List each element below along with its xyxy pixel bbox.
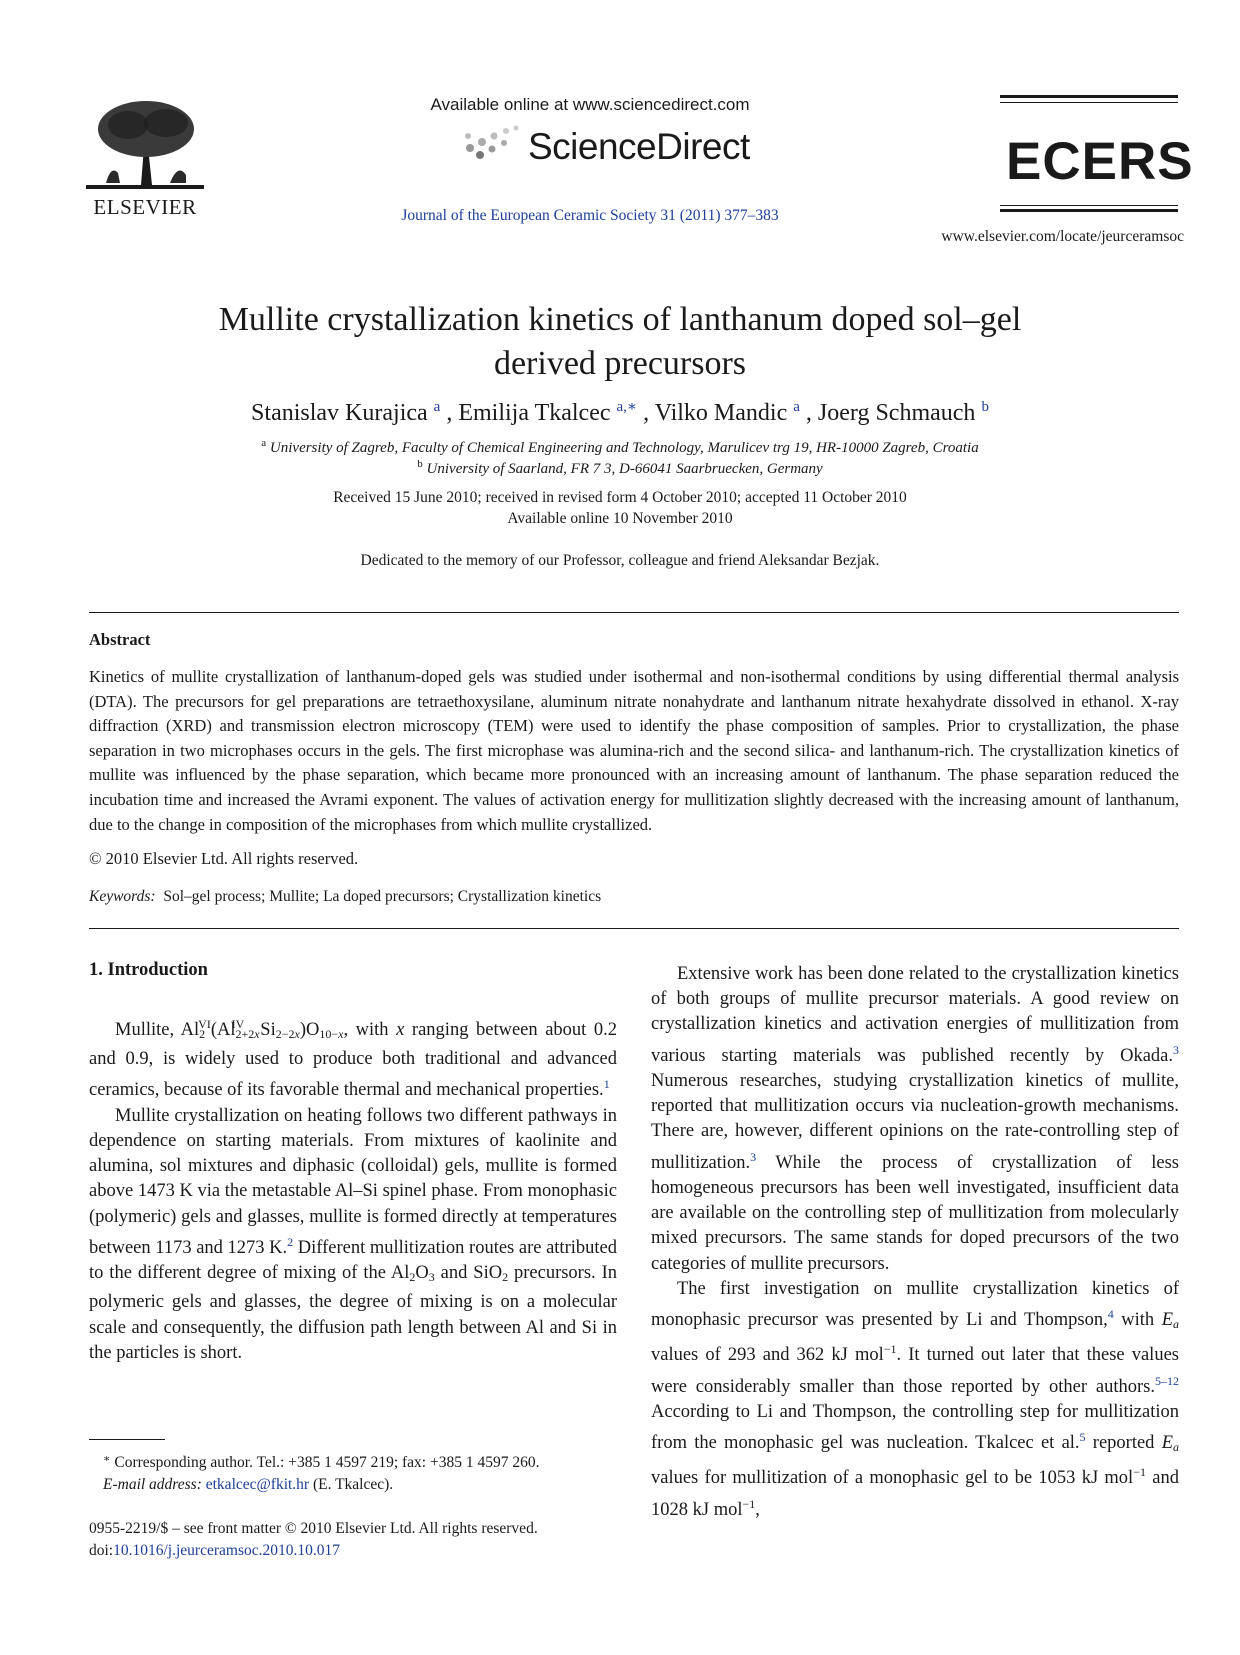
email-link[interactable]: etkalcec@fkit.hr [205,1476,310,1493]
body-column-right [651,962,1179,1523]
keywords-label: Keywords: [89,888,156,905]
abstract-heading: Abstract [89,630,151,649]
citation-link[interactable]: 3 [1173,1042,1179,1057]
title-line-1: Mullite crystallization kinetics of lanthanum doped sol–gel [218,301,1022,338]
elsevier-tree-icon [86,95,204,193]
available-online: Available online at www.sciencedirect.com [430,95,750,114]
section-heading: 1. Introduction [89,960,208,980]
dedication: Dedicated to the memory of our Professor, colleague and friend Aleksandar Bezjak. [360,552,880,569]
divider [89,612,1179,613]
paragraph: The first investigation on mullite crystallization kinetics of monophasic precursor was presented by Li and Thompson,$^4$ with $E_a$ values of 293 and 362 kJ mol$^{-1}$. It turned out later that these values were considerably smaller than those reported by other authors.$^{5-12}$ According to Li and Thompson, the controlling step for mullitization from the monophasic gel was nucleation. Tkalcec et al.$^5$ reported $E_a$ values for mullitization of a monophasic gel to be 1053 kJ mol$^{-1}$ and 1028 kJ mol$^{-1}$, [651,1278,1180,1520]
affiliation-b [110,458,1130,478]
author-affil-link[interactable]: b [981,399,989,415]
keywords-list: Sol–gel process; Mullite; La doped precursors; Crystallization kinetics [163,888,602,905]
keywords [89,888,601,906]
footnote-rule [89,1439,165,1440]
author-separator: , [643,400,655,426]
paragraph: Mullite, $Al_2^{VI}(Al_{2+2x}^{IV}$ $Si_{2-2x})O_{10-x}$, with x ranging between about 0.2 and 0.9, is widely used to produce both traditional and advanced ceramics, because of its favorable thermal and mechanical properties.$^1$ [89,1017,618,1101]
affiliation-text: University of Saarland, FR 7 3, D-66041 Saarbruecken, Germany [426,461,823,477]
affiliation-mark: a [261,437,267,449]
divider [89,928,1179,929]
citation-link[interactable]: 2 [287,1234,294,1249]
title-line-2: derived precursors [493,345,747,382]
paragraph: Extensive work has been done related to the crystallization kinetics of both groups of mullite precursor materials. A good review on crystallization kinetics and activation energies of mullitization from various starting materials was published recently by Okada.$^3$ Numerous researches, studying crystallization kinetics of mullite, reported that mullitization occurs via nucleation-growth mechanisms. There are, however, different opinions on the rate-controlling step of mullitization.$^3$ While the process of crystallization of less homogeneous precursors has been well investigated, insufficient data are available on the controlling step of mullitization from molecularly mixed precursors. The same stands for doped precursors of the two categories of mullite precursors. [651,964,1179,1274]
author-separator: , [805,400,818,426]
author-name: Emilija Tkalcec [458,400,611,426]
author-separator: , [446,400,459,426]
affiliation-text: University of Zagreb, Faculty of Chemical Engineering and Technology, Marulicev trg 19, HR-10000 Zagreb, Croatia [269,440,979,456]
author-affil-link[interactable]: a [793,399,800,415]
ecers-logo [1000,95,1194,220]
publisher-name: ELSEVIER [93,195,197,219]
issn-line: 0955-2219/$ – see front matter © 2010 Elsevier Ltd. All rights reserved. [89,1520,538,1537]
paragraph: Mullite crystallization on heating follows two different pathways in dependence on starting materials. From mixtures of kaolinite and alumina, sol mixtures and diphasic (colloidal) gels, mullite is formed above 1473 K via the metastable Al–Si spinel phase. From monophasic (polymeric) gels and glasses, mullite is formed directly at temperatures between 1173 and 1273 K.$^2$ Different mullitization routes are attributed to the different degree of mixing of the $Al_2O_3$ and SiO$_2$ precursors. In polymeric gels and glasses, the degree of mixing is on a molecular scale and consequently, the diffusion path length between Al and Si in the particles is short. [89,1105,617,1363]
abstract-copyright: © 2010 Elsevier Ltd. All rights reserved. [89,849,359,868]
abstract-text: Kinetics of mullite crystallization of lanthanum-doped gels was studied under isothermal and non-isothermal conditions by using differential thermal analysis (DTA). The precursors for gel preparations are tetraethoxysilane, aluminum nitrate nonahydrate and lanthanum nitrate hexahydrate dissolved in ethanol. X-ray diffraction (XRD) and transmission electron microscopy (TEM) were used to identify the phase composition of samples. Prior to crystallization, the phase separation in two microphases occurs in the gels. The first microphase was alumina-rich and the second silica- and lanthanum-rich. The crystallization kinetics of mullite was influenced by the phase separation, which became more pronounced with an increasing amount of lanthanum. The phase separation reduced the incubation time and increased the Avrami exponent. The values of activation energy for mullitization slightly decreased with the increasing amount of lanthanum, due to the change in composition of the microphases from which mullite crystallized. [89,667,1179,834]
author-list [110,397,1130,427]
corresponding-footnote [89,1448,643,1496]
received-dates: Received 15 June 2010; received in revised form 4 October 2010; accepted 11 October 2010 [333,489,907,506]
citation-link[interactable]: 5 [1079,1430,1086,1445]
journal-reference-link[interactable]: Journal of the European Ceramic Society 31 (2011) 377–383 [401,207,779,224]
author-name: Vilko Mandic [654,400,788,426]
doi-label: doi: [89,1542,114,1559]
citation-link[interactable]: 3 [750,1149,757,1164]
sciencedirect-dots-icon [460,122,524,170]
author-name: Stanislav Kurajica [251,400,428,426]
available-date: Available online 10 November 2010 [507,510,733,527]
citation-link[interactable]: 4 [1107,1306,1114,1321]
elsevier-logo [86,95,204,220]
affiliation-a [110,437,1130,457]
email-label: E-mail address: [103,1476,202,1493]
author-name: Joerg Schmauch [817,400,976,426]
sciencedirect-logo[interactable] [460,122,760,172]
citation-link[interactable]: 1 [603,1077,610,1092]
sciencedirect-wordmark: ScienceDirect [528,126,750,167]
citation-link[interactable]: 5–12 [1155,1373,1179,1388]
doi-link[interactable]: 10.1016/j.jeurceramsoc.2010.10.017 [113,1542,340,1559]
mullite-formula: $_2^{VI}(Al_{2+2x}^{IV}$ $Si_{2-2x})O_{10-x}$ [198,1017,344,1041]
email-owner: (E. Tkalcec). [309,1476,394,1493]
journal-site-url[interactable]: www.elsevier.com/locate/jeurceramsoc [941,228,1184,245]
ecers-wordmark: ECERS [1006,132,1194,191]
affiliation-mark: b [417,458,423,470]
body-column-left [89,1012,617,1366]
author-affil-link[interactable]: a [433,399,441,415]
author-affil-link[interactable]: a,∗ [616,399,638,415]
corresponding-text: Corresponding author. Tel.: +385 1 4597 219; fax: +385 1 4597 260. [114,1454,540,1471]
footnote-mark: ∗ [103,1453,111,1465]
article-title [110,298,1130,386]
doi-line [89,1540,629,1562]
